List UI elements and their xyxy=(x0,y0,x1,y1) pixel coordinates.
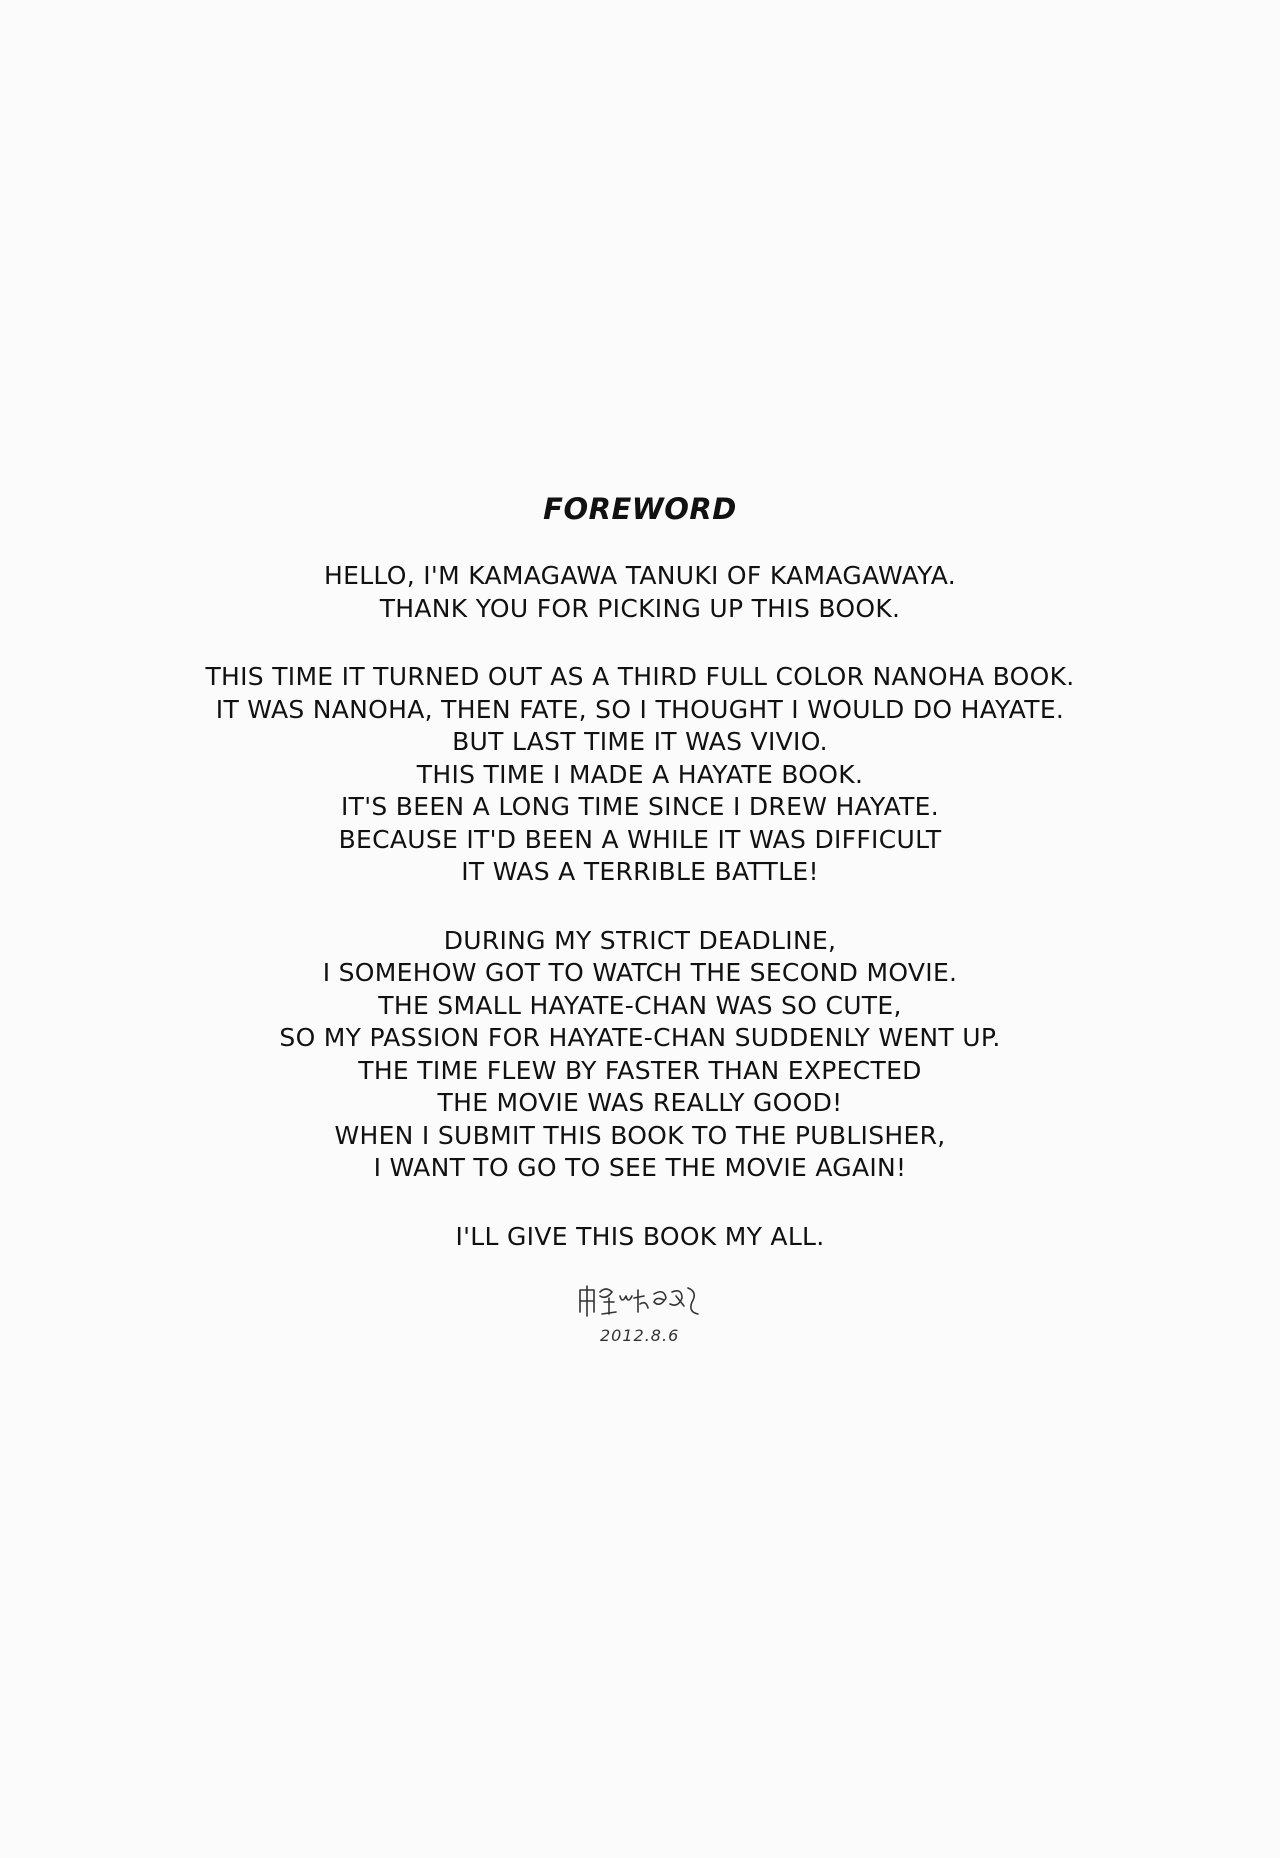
text-line: THE SMALL HAYATE-CHAN WAS SO CUTE, xyxy=(378,990,902,1020)
foreword-section xyxy=(140,492,1140,1289)
text-line: IT WAS NANOHA, THEN FATE, SO I THOUGHT I WOULD DO HAYATE. xyxy=(215,694,1065,724)
text-line: I SOMEHOW GOT TO WATCH THE SECOND MOVIE. xyxy=(322,958,958,987)
text-line: BUT LAST TIME IT WAS VIVIO. xyxy=(452,727,828,756)
text-line: WHEN I SUBMIT THIS BOOK TO THE PUBLISHER, xyxy=(334,1120,946,1150)
text-line: IT'S BEEN A LONG TIME SINCE I DREW HAYATE. xyxy=(340,792,940,821)
paragraph-3 xyxy=(140,925,1140,1185)
signature-block xyxy=(560,1272,720,1352)
text-line: I WANT TO GO TO SEE THE MOVIE AGAIN! xyxy=(373,1153,907,1182)
text-line: SO MY PASSION FOR HAYATE-CHAN SUDDENLY WENT UP. xyxy=(279,1023,1001,1052)
paragraph-4 xyxy=(140,1221,1140,1254)
text-line: HELLO, I'M KAMAGAWA TANUKI OF KAMAGAWAYA. xyxy=(324,561,956,590)
text-line: BECAUSE IT'D BEEN A WHILE IT WAS DIFFICULT xyxy=(338,824,942,854)
text-line: THANK YOU FOR PICKING UP THIS BOOK. xyxy=(379,593,901,623)
paragraph-1 xyxy=(140,560,1140,625)
text-line: DURING MY STRICT DEADLINE, xyxy=(443,925,837,955)
text-line: I'LL GIVE THIS BOOK MY ALL. xyxy=(455,1221,825,1251)
paragraph-2 xyxy=(140,661,1140,889)
signature-date: 2012.8.6 xyxy=(600,1326,680,1345)
foreword-title: FOREWORD xyxy=(543,492,737,526)
text-line: THIS TIME I MADE A HAYATE BOOK. xyxy=(416,759,864,789)
handwritten-signature xyxy=(560,1272,720,1328)
text-line: THIS TIME IT TURNED OUT AS A THIRD FULL COLOR NANOHA BOOK. xyxy=(205,662,1075,691)
text-line: THE TIME FLEW BY FASTER THAN EXPECTED xyxy=(358,1055,922,1085)
text-line: THE MOVIE WAS REALLY GOOD! xyxy=(437,1088,843,1117)
text-line: IT WAS A TERRIBLE BATTLE! xyxy=(461,857,819,886)
